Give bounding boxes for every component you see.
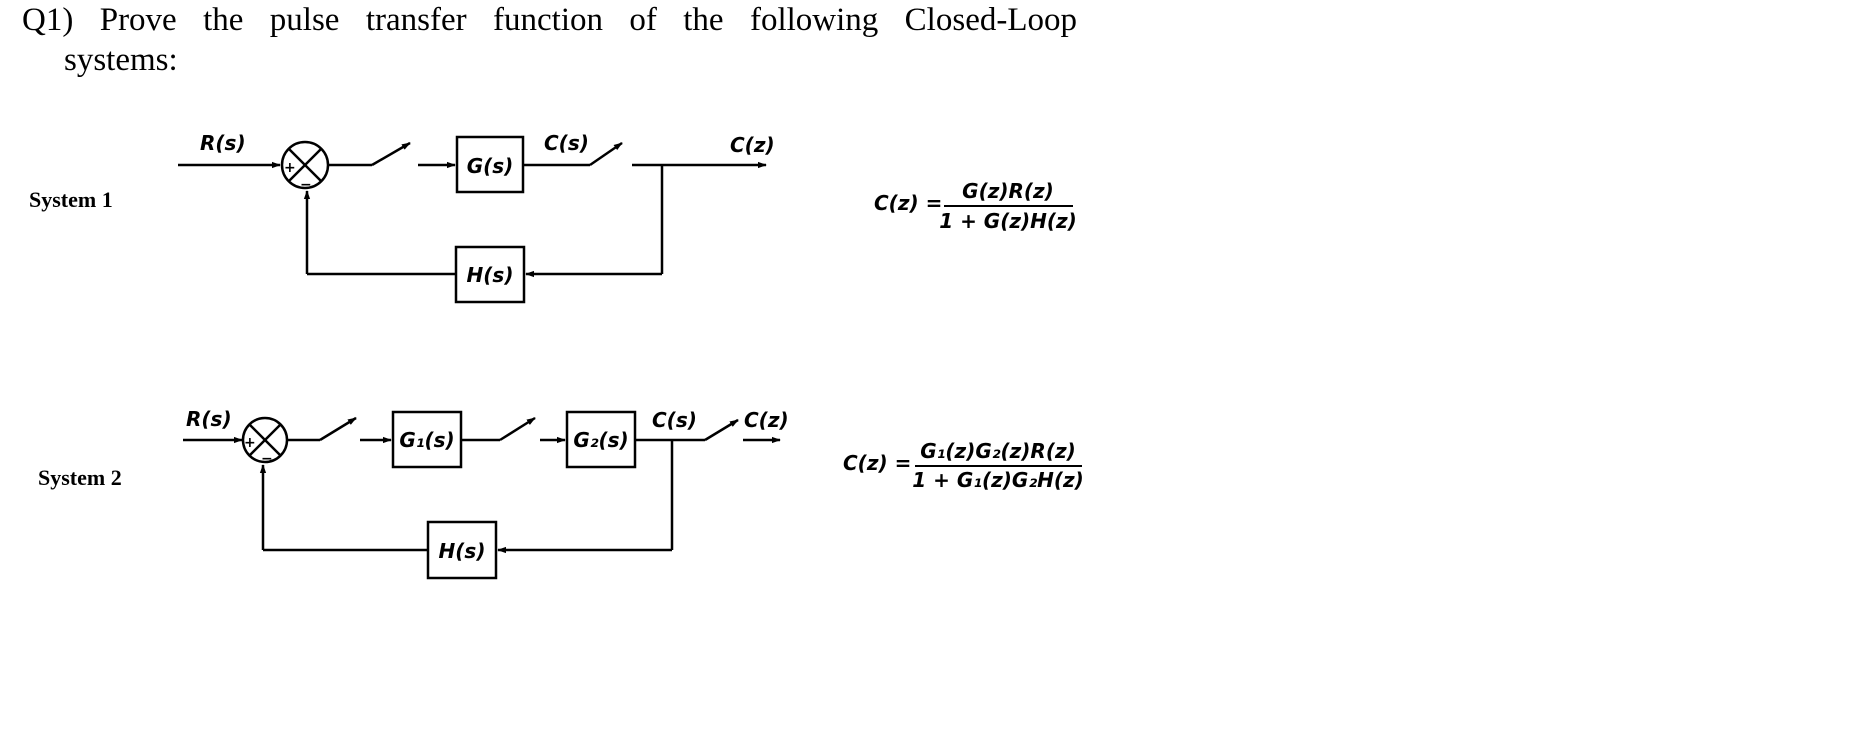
system-2-sampler-1-switch <box>320 418 356 440</box>
system-2-h-label: H(s) <box>438 539 486 563</box>
system-1-text <box>200 131 1077 287</box>
system-1-formula-lhs: C(z) = <box>874 191 943 215</box>
system-1-cz-label: C(z) <box>730 133 775 157</box>
question-line-1: Q1) Prove the pulse transfer function of the following Closed-Loop <box>22 2 1077 38</box>
system-1-minus-sign: − <box>300 177 312 193</box>
system-2-input-label: R(s) <box>186 407 232 431</box>
question-line-2: systems: <box>64 42 178 78</box>
system-1-input-label: R(s) <box>200 131 246 155</box>
system-2-diagram <box>183 412 1082 578</box>
system-1-sampler-2-switch <box>590 143 622 165</box>
system-2-g2-label: G₂(s) <box>573 428 629 452</box>
system-2-cz-label: C(z) <box>744 408 789 432</box>
system-2-g1-label: G₁(s) <box>399 428 455 452</box>
system-1-formula-denominator: 1 + G(z)H(z) <box>939 209 1077 233</box>
system-1-label: System 1 <box>29 187 113 212</box>
system-2-minus-sign: − <box>261 451 273 467</box>
system-2-sampler-3-switch <box>705 420 738 440</box>
system-1-g-label: G(s) <box>466 154 514 178</box>
system-1-sampler-1-switch <box>372 143 410 165</box>
system-1-formula-numerator: G(z)R(z) <box>962 179 1054 203</box>
system-2-formula-denominator: 1 + G₁(z)G₂H(z) <box>912 468 1084 492</box>
system-2-cs-label: C(s) <box>652 408 697 432</box>
system-1-plus-sign: + <box>284 160 296 176</box>
system-1-h-label: H(s) <box>466 263 514 287</box>
system-2-sampler-2-switch <box>500 418 535 440</box>
system-2-formula-lhs: C(z) = <box>843 451 912 475</box>
system-2-label: System 2 <box>38 465 122 490</box>
system-2-formula-numerator: G₁(z)G₂(z)R(z) <box>920 439 1076 463</box>
system-1-cs-label: C(s) <box>544 131 589 155</box>
system-2-plus-sign: + <box>244 435 256 451</box>
